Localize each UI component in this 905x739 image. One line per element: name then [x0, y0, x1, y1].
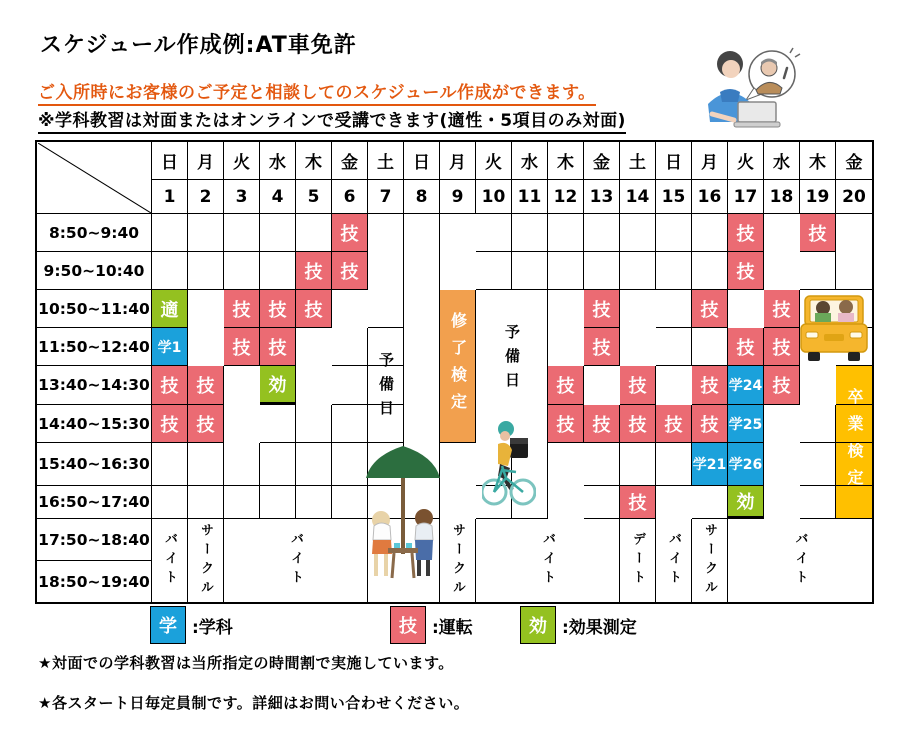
day-header-cell: 木	[296, 142, 332, 180]
empty-schedule-cell	[332, 214, 368, 252]
day-header-cell: 土	[620, 142, 656, 180]
empty-schedule-cell	[296, 486, 332, 519]
empty-schedule-cell	[368, 328, 404, 366]
time-cell: 16:50~17:40	[37, 486, 152, 519]
empty-schedule-cell	[296, 405, 332, 443]
empty-schedule-cell	[332, 405, 368, 443]
lesson-badge-cell: 技	[764, 328, 800, 366]
empty-schedule-cell	[548, 214, 584, 252]
day-header-cell: 日	[656, 142, 692, 180]
empty-schedule-cell	[728, 214, 764, 252]
page-title: スケジュール作成例:AT車免許	[40, 33, 357, 58]
legend-item-effect-test	[520, 606, 637, 644]
date-header-cell: 18	[764, 180, 800, 214]
time-cell: 8:50~9:40	[37, 214, 152, 252]
lesson-badge-cell: 技	[152, 405, 188, 443]
bottom-activity-cell: バイト	[792, 532, 808, 589]
empty-schedule-cell	[152, 405, 188, 443]
empty-schedule-cell	[512, 252, 548, 290]
empty-day-8	[404, 214, 440, 519]
empty-schedule-cell	[296, 252, 332, 290]
day-header-cell: 土	[368, 142, 404, 180]
effect-test-legend-label: :効果測定	[562, 617, 637, 638]
day-header-cell: 水	[260, 142, 296, 180]
empty-schedule-cell	[692, 366, 728, 405]
lesson-badge-cell: 技	[620, 405, 656, 443]
empty-schedule-cell	[656, 252, 692, 290]
empty-schedule-cell	[296, 214, 332, 252]
empty-schedule-cell	[692, 443, 728, 486]
empty-schedule-cell	[368, 290, 404, 328]
lesson-badge-cell: 技	[188, 366, 224, 405]
date-header-cell: 17	[728, 180, 764, 214]
reserve-day-tue: 予備日	[476, 290, 548, 519]
completion-test: 修了検定	[440, 290, 476, 443]
empty-schedule-cell	[188, 252, 224, 290]
empty-schedule-cell	[800, 405, 836, 443]
day-header-cell: 日	[404, 142, 440, 180]
legend-item-lecture	[150, 606, 233, 644]
date-header-cell: 15	[656, 180, 692, 214]
time-cell: 13:40~14:30	[37, 366, 152, 405]
empty-schedule-cell	[620, 252, 656, 290]
day-header-cell: 金	[584, 142, 620, 180]
bottom-activity-cell: バイト	[152, 519, 188, 602]
lesson-badge-cell: 学24	[728, 366, 764, 405]
time-cell: 14:40~15:30	[37, 405, 152, 443]
empty-schedule-cell	[548, 252, 584, 290]
empty-schedule-cell	[332, 366, 368, 405]
lesson-badge-cell: 学26	[728, 443, 764, 486]
day-header-cell: 水	[512, 142, 548, 180]
empty-schedule-cell	[800, 214, 836, 252]
lesson-badge-cell: 技	[188, 405, 224, 443]
lesson-badge-cell: 技	[584, 290, 620, 328]
date-header-cell: 14	[620, 180, 656, 214]
lesson-badge-cell: 技	[332, 214, 368, 252]
empty-schedule-cell	[656, 443, 692, 486]
lesson-badge-cell: 技	[332, 252, 368, 290]
lesson-badge-cell: 技	[260, 290, 296, 328]
empty-schedule-cell	[152, 486, 188, 519]
footnote-timetable: ★対面での学科教習は当所指定の時間割で実施しています。	[38, 654, 454, 672]
empty-schedule-cell	[188, 486, 224, 519]
empty-schedule-cell	[656, 328, 692, 366]
empty-schedule-cell	[224, 486, 260, 519]
bottom-activity-cell: バイト	[224, 519, 368, 602]
bottom-activity-cell: サークル	[692, 519, 728, 602]
day-header-cell: 木	[548, 142, 584, 180]
empty-schedule-cell	[692, 290, 728, 328]
day-header-cell: 金	[836, 142, 872, 180]
empty-schedule-cell	[800, 486, 836, 519]
lesson-badge-cell: 技	[620, 486, 656, 519]
empty-schedule-cell	[800, 443, 836, 486]
empty-schedule-cell	[656, 290, 692, 328]
empty-schedule-cell	[656, 214, 692, 252]
empty-schedule-cell	[620, 443, 656, 486]
table-corner-cell	[37, 142, 152, 214]
lesson-badge-cell: 効	[728, 486, 764, 519]
empty-schedule-cell	[620, 366, 656, 405]
empty-schedule-cell	[260, 405, 296, 443]
empty-schedule-cell	[224, 328, 260, 366]
empty-schedule-cell	[620, 214, 656, 252]
lesson-badge-cell: 技	[692, 405, 728, 443]
empty-schedule-cell	[836, 328, 872, 366]
day-header-cell: 木	[800, 142, 836, 180]
time-cell: 11:50~12:40	[37, 328, 152, 366]
lecture-legend-mark: 学	[150, 606, 186, 644]
day-header-cell: 金	[332, 142, 368, 180]
empty-schedule-cell	[584, 443, 620, 486]
effect-test-legend-mark: 効	[520, 606, 556, 644]
empty-schedule-cell	[188, 443, 224, 486]
lesson-badge-cell: 技	[548, 366, 584, 405]
day-header-cell: 火	[728, 142, 764, 180]
empty-schedule-cell	[296, 443, 332, 486]
date-header-cell: 12	[548, 180, 584, 214]
lecture-legend-label: :学科	[192, 617, 233, 638]
date-header-cell: 3	[224, 180, 260, 214]
diagonal-line	[38, 143, 151, 213]
day-header-cell: 月	[188, 142, 224, 180]
date-header-cell: 4	[260, 180, 296, 214]
empty-schedule-cell	[368, 366, 404, 405]
driving-legend-label: :運転	[432, 617, 473, 638]
empty-schedule-cell	[152, 252, 188, 290]
empty-schedule-cell	[584, 214, 620, 252]
day-header-cell: 日	[152, 142, 188, 180]
empty-schedule-cell	[692, 328, 728, 366]
lesson-badge-cell: 学1	[152, 328, 188, 366]
empty-schedule-cell	[692, 486, 728, 519]
date-header-cell: 9	[440, 180, 476, 214]
empty-schedule-cell	[584, 486, 620, 519]
lesson-badge-cell: 技	[548, 405, 584, 443]
empty-schedule-cell	[152, 366, 188, 405]
day-header-cell: 月	[440, 142, 476, 180]
bottom-activity-cell: バイト	[476, 519, 620, 602]
day-header-cell: 火	[224, 142, 260, 180]
empty-schedule-cell	[836, 252, 872, 290]
lesson-badge-cell: 適	[152, 290, 188, 328]
empty-schedule-cell	[476, 252, 512, 290]
empty-schedule-cell	[728, 486, 764, 519]
empty-schedule-cell	[224, 290, 260, 328]
lesson-badge-cell: 学21	[692, 443, 728, 486]
empty-schedule-cell	[836, 290, 872, 328]
empty-schedule-cell	[476, 443, 512, 486]
bottom-empty-cell	[368, 519, 440, 602]
date-header-cell: 16	[692, 180, 728, 214]
time-cell: 10:50~11:40	[37, 290, 152, 328]
empty-schedule-cell	[584, 252, 620, 290]
schedule-table	[35, 140, 874, 604]
empty-schedule-cell	[692, 214, 728, 252]
empty-schedule-cell	[260, 252, 296, 290]
empty-schedule-cell	[260, 214, 296, 252]
empty-schedule-cell	[836, 405, 872, 443]
lesson-badge-cell: 技	[584, 328, 620, 366]
empty-schedule-cell	[368, 405, 404, 443]
reserve-day-sat: 予備日	[368, 214, 404, 519]
empty-schedule-cell	[476, 214, 512, 252]
day-header-cell: 水	[764, 142, 800, 180]
empty-schedule-cell	[764, 290, 800, 328]
lesson-badge-cell: 技	[152, 366, 188, 405]
empty-schedule-cell	[224, 443, 260, 486]
bottom-activity-cell: バイト	[656, 519, 692, 602]
empty-schedule-cell	[584, 290, 620, 328]
empty-schedule-cell	[332, 328, 368, 366]
empty-schedule-cell	[620, 486, 656, 519]
graduation-test: 卒業検定	[836, 366, 872, 519]
empty-schedule-cell	[728, 328, 764, 366]
empty-schedule-cell	[368, 486, 404, 519]
empty-schedule-cell	[332, 443, 368, 486]
lesson-badge-cell: 技	[728, 252, 764, 290]
lesson-badge-cell: 技	[296, 290, 332, 328]
time-cell: 15:40~16:30	[37, 443, 152, 486]
subtitle-consultation: ご入所時にお客様のご予定と相談してのスケジュール作成ができます。	[38, 78, 596, 106]
lesson-badge-cell: 技	[296, 252, 332, 290]
empty-schedule-cell	[692, 252, 728, 290]
time-cell: 17:50~18:40	[37, 519, 152, 561]
empty-schedule-cell	[152, 443, 188, 486]
empty-schedule-cell	[260, 443, 296, 486]
date-header-cell: 11	[512, 180, 548, 214]
legend-item-driving	[390, 606, 473, 644]
date-header-cell: 20	[836, 180, 872, 214]
bottom-activity-cell: サークル	[440, 519, 476, 602]
lesson-badge-cell: 技	[224, 290, 260, 328]
date-header-cell: 13	[584, 180, 620, 214]
lesson-badge-cell: 技	[764, 290, 800, 328]
lesson-badge-cell: 技	[224, 328, 260, 366]
subtitle-online-note: ※学科教習は対面またはオンラインで受講できます(適性・5項目のみ対面)	[38, 106, 626, 134]
lesson-badge-cell: 技	[800, 214, 836, 252]
empty-schedule-cell	[476, 486, 512, 519]
lesson-badge-cell: 学25	[728, 405, 764, 443]
time-cell: 18:50~19:40	[37, 561, 152, 602]
empty-schedule-cell	[224, 214, 260, 252]
date-header-cell: 1	[152, 180, 188, 214]
empty-schedule-cell	[152, 328, 188, 366]
lesson-badge-cell: 効	[260, 366, 296, 405]
empty-schedule-cell	[260, 366, 296, 405]
day-header-cell: 月	[692, 142, 728, 180]
footnote-capacity: ★各スタート日毎定員制です。詳細はお問い合わせください。	[38, 694, 470, 712]
empty-schedule-cell	[836, 443, 872, 486]
online-lesson-illustration	[700, 44, 805, 132]
driving-legend-mark: 技	[390, 606, 426, 644]
lesson-badge-cell: 技	[656, 405, 692, 443]
empty-schedule-cell	[152, 290, 188, 328]
lesson-badge-cell: 技	[260, 328, 296, 366]
date-header-cell: 6	[332, 180, 368, 214]
lesson-badge-cell: 技	[692, 366, 728, 405]
empty-schedule-cell	[800, 252, 836, 290]
empty-schedule-cell	[836, 486, 872, 519]
date-header-cell: 7	[368, 180, 404, 214]
empty-schedule-cell	[836, 366, 872, 405]
date-header-cell: 8	[404, 180, 440, 214]
empty-schedule-cell	[152, 214, 188, 252]
empty-schedule-cell	[332, 486, 368, 519]
lesson-badge-cell: 技	[764, 366, 800, 405]
date-header-cell: 10	[476, 180, 512, 214]
time-cell: 9:50~10:40	[37, 252, 152, 290]
day-header-cell: 火	[476, 142, 512, 180]
date-header-cell: 19	[800, 180, 836, 214]
date-header-cell: 5	[296, 180, 332, 214]
empty-schedule-cell	[224, 252, 260, 290]
lesson-badge-cell: 技	[728, 214, 764, 252]
empty-schedule-cell	[512, 214, 548, 252]
bottom-activity-cell: デート	[620, 519, 656, 602]
lesson-badge-cell: 技	[620, 366, 656, 405]
empty-schedule-cell	[584, 328, 620, 366]
empty-schedule-cell	[368, 443, 404, 486]
bottom-activity-cell: サークル	[188, 519, 224, 602]
lesson-badge-cell: 技	[692, 290, 728, 328]
date-header-cell: 2	[188, 180, 224, 214]
empty-schedule-cell	[728, 252, 764, 290]
empty-schedule-cell	[188, 214, 224, 252]
empty-schedule-cell	[260, 486, 296, 519]
lesson-badge-cell: 技	[728, 328, 764, 366]
lesson-badge-cell: 技	[584, 405, 620, 443]
